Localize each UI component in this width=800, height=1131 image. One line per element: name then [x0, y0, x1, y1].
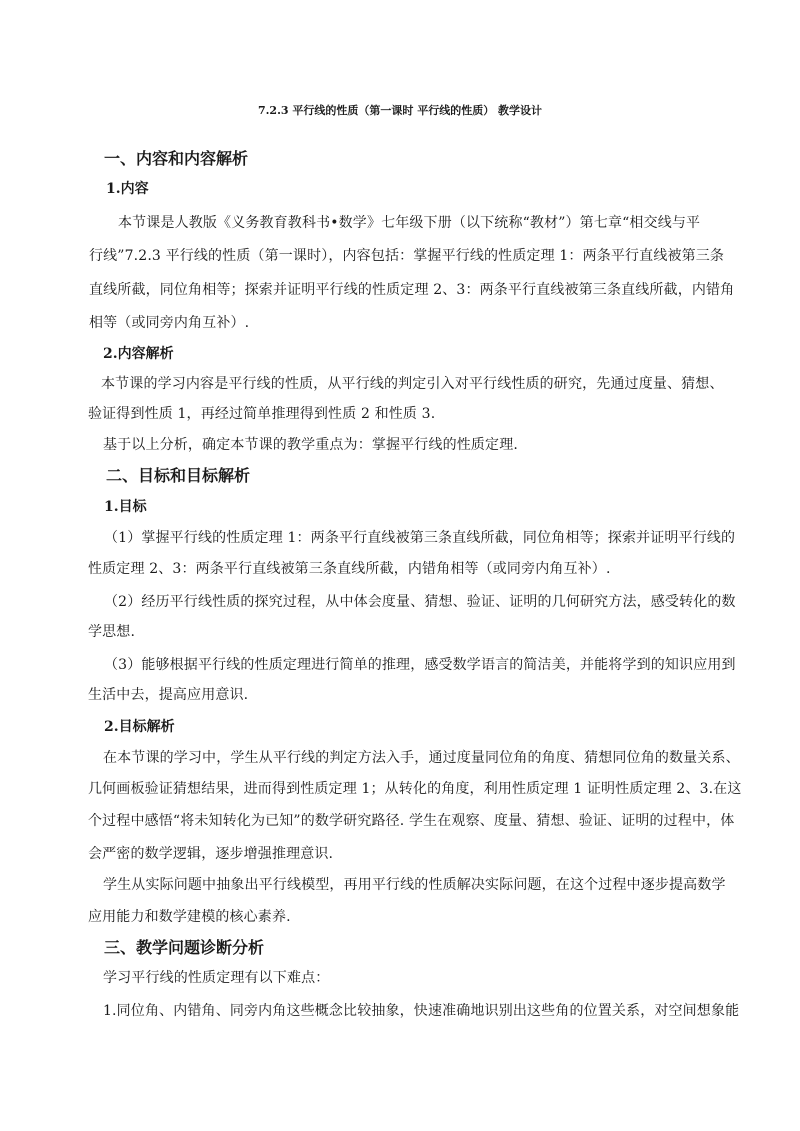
section-heading-problem-diagnosis: 三、教学问题诊断分析 — [104, 938, 265, 957]
paragraph-line: 直线所截，同位角相等；探索并证明平行线的性质定理 2、3：两条平行直线被第三条直线所截，内错角 — [89, 282, 735, 298]
paragraph-line: 会严密的数学逻辑，逐步增强推理意识. — [88, 846, 334, 862]
document-title: 7.2.3 平行线的性质（第一课时 平行线的性质） 教学设计 — [257, 104, 543, 117]
paragraph-line: 行线”7.2.3 平行线的性质（第一课时），内容包括：掌握平行线的性质定理 1：两条平行直线被第三条 — [89, 248, 725, 264]
paragraph-line: 学生从实际问题中抽象出平行线模型，再用平行线的性质解决实际问题，在这个过程中逐步提高数学 — [103, 877, 726, 893]
paragraph-line: 生活中去，提高应用意识. — [88, 687, 249, 703]
paragraph-line: 应用能力和数学建模的核心素养. — [88, 909, 291, 925]
subsection-heading-objectives: 1.目标 — [104, 499, 147, 515]
section-heading-objectives: 二、目标和目标解析 — [106, 466, 251, 485]
paragraph-line: 学思想. — [88, 624, 136, 640]
paragraph-line: 在本节课的学习中，学生从平行线的判定方法入手，通过度量同位角的角度、猜想同位角的数量关系、 — [103, 750, 740, 766]
paragraph-line: 本节课的学习内容是平行线的性质，从平行线的判定引入对平行线性质的研究，先通过度量、猜想、 — [101, 376, 724, 392]
paragraph-line: 相等（或同旁内角互补）. — [89, 315, 250, 331]
paragraph-line: （2）经历平行线性质的探究过程，从中体会度量、猜想、验证、证明的几何研究方法，感受转化的数 — [104, 594, 736, 610]
paragraph-line: （3）能够根据平行线的性质定理进行简单的推理，感受数学语言的简洁美，并能将学到的知识应用到 — [104, 657, 736, 673]
paragraph-line: （1）掌握平行线的性质定理 1：两条平行直线被第三条直线所截，同位角相等；探索并证明平行线的 — [104, 530, 736, 546]
paragraph-line: 1.同位角、内错角、同旁内角这些概念比较抽象，快速准确地识别出这些角的位置关系，对空间想象能 — [103, 1003, 740, 1019]
section-heading-content: 一、内容和内容解析 — [104, 149, 249, 168]
subsection-heading-content-analysis: 2.内容解析 — [103, 346, 174, 362]
subsection-heading-objective-analysis: 2.目标解析 — [104, 719, 175, 735]
subsection-heading-content: 1.内容 — [106, 181, 149, 197]
paragraph-line: 性质定理 2、3：两条平行直线被第三条直线所截，内错角相等（或同旁内角互补）. — [88, 561, 611, 577]
paragraph-line: 学习平行线的性质定理有以下难点： — [103, 970, 330, 986]
paragraph-line: 验证得到性质 1，再经过简单推理得到性质 2 和性质 3. — [88, 406, 436, 422]
paragraph-line: 个过程中感悟“将未知转化为已知”的数学研究路径. 学生在观察、度量、猜想、验证、证明的过程中，体 — [88, 813, 735, 829]
paragraph-line: 基于以上分析，确定本节课的教学重点为：掌握平行线的性质定理. — [103, 437, 518, 453]
paragraph-line: 本节课是人教版《义务教育教科书•数学》七年级下册（以下统称“教材”）第七章“相交线与平 — [118, 215, 701, 231]
paragraph-line: 几何画板验证猜想结果，进而得到性质定理 1；从转化的角度，利用性质定理 1 证明性质定理 2、3.在这 — [88, 781, 742, 797]
